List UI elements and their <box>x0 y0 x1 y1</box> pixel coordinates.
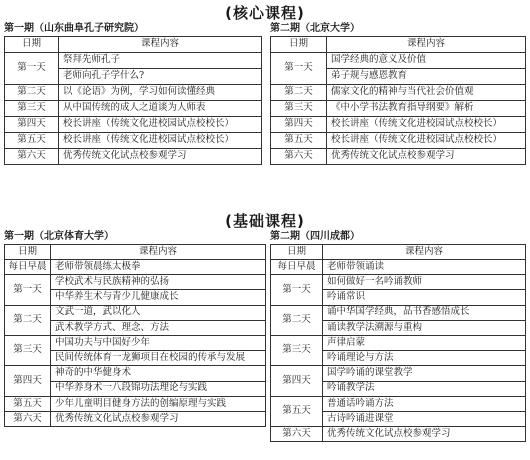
table-row <box>5 85 262 101</box>
course-cell: 中华养身术一八段锦功法理论与实践 <box>51 381 266 396</box>
day-cell: 第四天 <box>5 366 51 396</box>
table-row <box>5 396 266 411</box>
course-cell: 老师带领晨练太极拳 <box>51 260 266 275</box>
course-cell: 文武一道，武以化人 <box>51 305 266 320</box>
column-header-date: 日期 <box>5 245 51 260</box>
course-cell: 古诗吟诵进课堂 <box>323 411 526 426</box>
course-cell: 校长讲座（传统文化进校园试点校校长） <box>59 117 262 133</box>
table-row <box>271 53 526 69</box>
column-header-content: 课程内容 <box>327 37 526 53</box>
day-cell: 第三天 <box>271 101 327 117</box>
day-cell: 第六天 <box>5 149 59 165</box>
course-cell: 中国功夫与中国好少年 <box>51 335 266 350</box>
table-row <box>271 396 526 411</box>
table-row <box>271 101 526 117</box>
table-row <box>5 53 262 69</box>
course-cell: 少年儿童明目健身方法的创编原理与实践 <box>51 396 266 411</box>
core-right-block <box>270 22 526 165</box>
day-cell: 第一天 <box>5 275 51 305</box>
table-row <box>5 275 266 290</box>
course-cell: 优秀传统文化试点校参观学习 <box>51 411 266 426</box>
core-courses-title: (核心课程) <box>225 4 305 22</box>
table-row <box>5 305 266 320</box>
table-heading: 第一期（山东曲阜孔子研究院） <box>4 23 144 34</box>
table-header-row <box>271 245 526 260</box>
table-row <box>271 117 526 133</box>
course-cell: 优秀传统文化试点校参观学习 <box>323 427 526 442</box>
course-cell: 神奇的中华健身术 <box>51 366 266 381</box>
table-row <box>271 275 526 290</box>
column-header-date: 日期 <box>5 37 59 53</box>
table-header-row <box>5 245 266 260</box>
table-row <box>5 101 262 117</box>
column-header-date: 日期 <box>271 37 327 53</box>
course-cell: 武术教学方式、理念、方法 <box>51 320 266 335</box>
table-heading: 第二期（北京大学） <box>270 23 360 34</box>
day-cell: 第三天 <box>5 335 51 365</box>
table-row <box>5 260 266 275</box>
day-cell: 第一天 <box>5 53 59 85</box>
table-row <box>271 335 526 350</box>
column-header-content: 课程内容 <box>51 245 266 260</box>
day-cell: 第三天 <box>5 101 59 117</box>
day-cell: 第二天 <box>5 305 51 335</box>
table-row <box>271 149 526 165</box>
course-cell: 优秀传统文化试点校参观学习 <box>59 149 262 165</box>
course-cell: 普通话吟诵方法 <box>323 396 526 411</box>
day-cell: 第二天 <box>271 85 327 101</box>
schedule-table <box>270 36 526 165</box>
course-cell: 校长讲座（传统文化进校园试点校校长） <box>327 117 526 133</box>
course-cell: 国学经典的意义及价值 <box>327 53 526 69</box>
day-cell: 第五天 <box>271 396 323 426</box>
course-cell: 校长讲座（传统文化进校园试点校校长） <box>327 133 526 149</box>
table-row <box>271 85 526 101</box>
course-cell: 吟诵常识 <box>323 290 526 305</box>
day-cell: 每日早晨 <box>5 260 51 275</box>
table-row <box>271 305 526 320</box>
day-cell: 第二天 <box>5 85 59 101</box>
course-cell: 诵读教学法溯源与重构 <box>323 320 526 335</box>
course-cell: 吟诵教学法 <box>323 381 526 396</box>
table-row <box>271 260 526 275</box>
course-cell: 弟子规与感恩教育 <box>327 69 526 85</box>
day-cell: 第四天 <box>271 366 323 396</box>
column-header-date: 日期 <box>271 245 323 260</box>
table-row <box>271 366 526 381</box>
course-cell: 优秀传统文化试点校参观学习 <box>327 149 526 165</box>
course-cell: 学校武术与民族精神的弘扬 <box>51 275 266 290</box>
schedule-table <box>270 244 526 442</box>
core-left-block <box>4 22 262 165</box>
course-cell: 声律启蒙 <box>323 335 526 350</box>
table-header-row <box>271 37 526 53</box>
course-cell: 校长讲座（传统文化进校园试点校校长） <box>59 133 262 149</box>
table-row <box>5 366 266 381</box>
day-cell: 第六天 <box>271 427 323 442</box>
table-row <box>5 411 266 426</box>
table-heading: 第二期（四川成都） <box>270 231 360 242</box>
table-row <box>5 149 262 165</box>
day-cell: 第四天 <box>271 117 327 133</box>
course-cell: 民间传统体育一龙狮项目在校园的传承与发展 <box>51 351 266 366</box>
basic-right-block <box>270 230 526 442</box>
course-cell: 《中小学书法教育指导纲要》解析 <box>327 101 526 117</box>
table-row <box>5 117 262 133</box>
course-cell: 诵中华国学经典，品书香感悟成长 <box>323 305 526 320</box>
day-cell: 第一天 <box>271 53 327 85</box>
day-cell: 每日早晨 <box>271 260 323 275</box>
day-cell: 第六天 <box>5 411 51 426</box>
course-cell: 儒家文化的精神与当代社会价值观 <box>327 85 526 101</box>
table-row <box>5 335 266 350</box>
course-cell: 祭拜先师孔子 <box>59 53 262 69</box>
day-cell: 第五天 <box>5 133 59 149</box>
course-cell: 老师带领诵读 <box>323 260 526 275</box>
day-cell: 第一天 <box>271 275 323 305</box>
table-row <box>271 427 526 442</box>
course-cell: 老师向孔子学什么? <box>59 69 262 85</box>
course-cell: 吟诵理论与方法 <box>323 351 526 366</box>
schedule-table <box>4 244 266 427</box>
basic-left-block <box>4 230 266 427</box>
day-cell: 第六天 <box>271 149 327 165</box>
course-cell: 国学吟诵的课堂教学 <box>323 366 526 381</box>
course-cell: 以《论语》为例，学习如何读懂经典 <box>59 85 262 101</box>
table-row <box>5 133 262 149</box>
basic-courses-title: (基础课程) <box>225 212 305 230</box>
column-header-content: 课程内容 <box>323 245 526 260</box>
day-cell: 第二天 <box>271 305 323 335</box>
day-cell: 第三天 <box>271 335 323 365</box>
day-cell: 第五天 <box>271 133 327 149</box>
day-cell: 第四天 <box>5 117 59 133</box>
table-header-row <box>5 37 262 53</box>
course-cell: 如何做好一名吟诵教师 <box>323 275 526 290</box>
table-row <box>271 133 526 149</box>
schedule-table <box>4 36 262 165</box>
day-cell: 第五天 <box>5 396 51 411</box>
course-cell: 中华养生术与青少儿健康成长 <box>51 290 266 305</box>
column-header-content: 课程内容 <box>59 37 262 53</box>
course-cell: 从中国传统的成人之道谈为人师表 <box>59 101 262 117</box>
table-heading: 第一期（北京体育大学） <box>4 231 114 242</box>
